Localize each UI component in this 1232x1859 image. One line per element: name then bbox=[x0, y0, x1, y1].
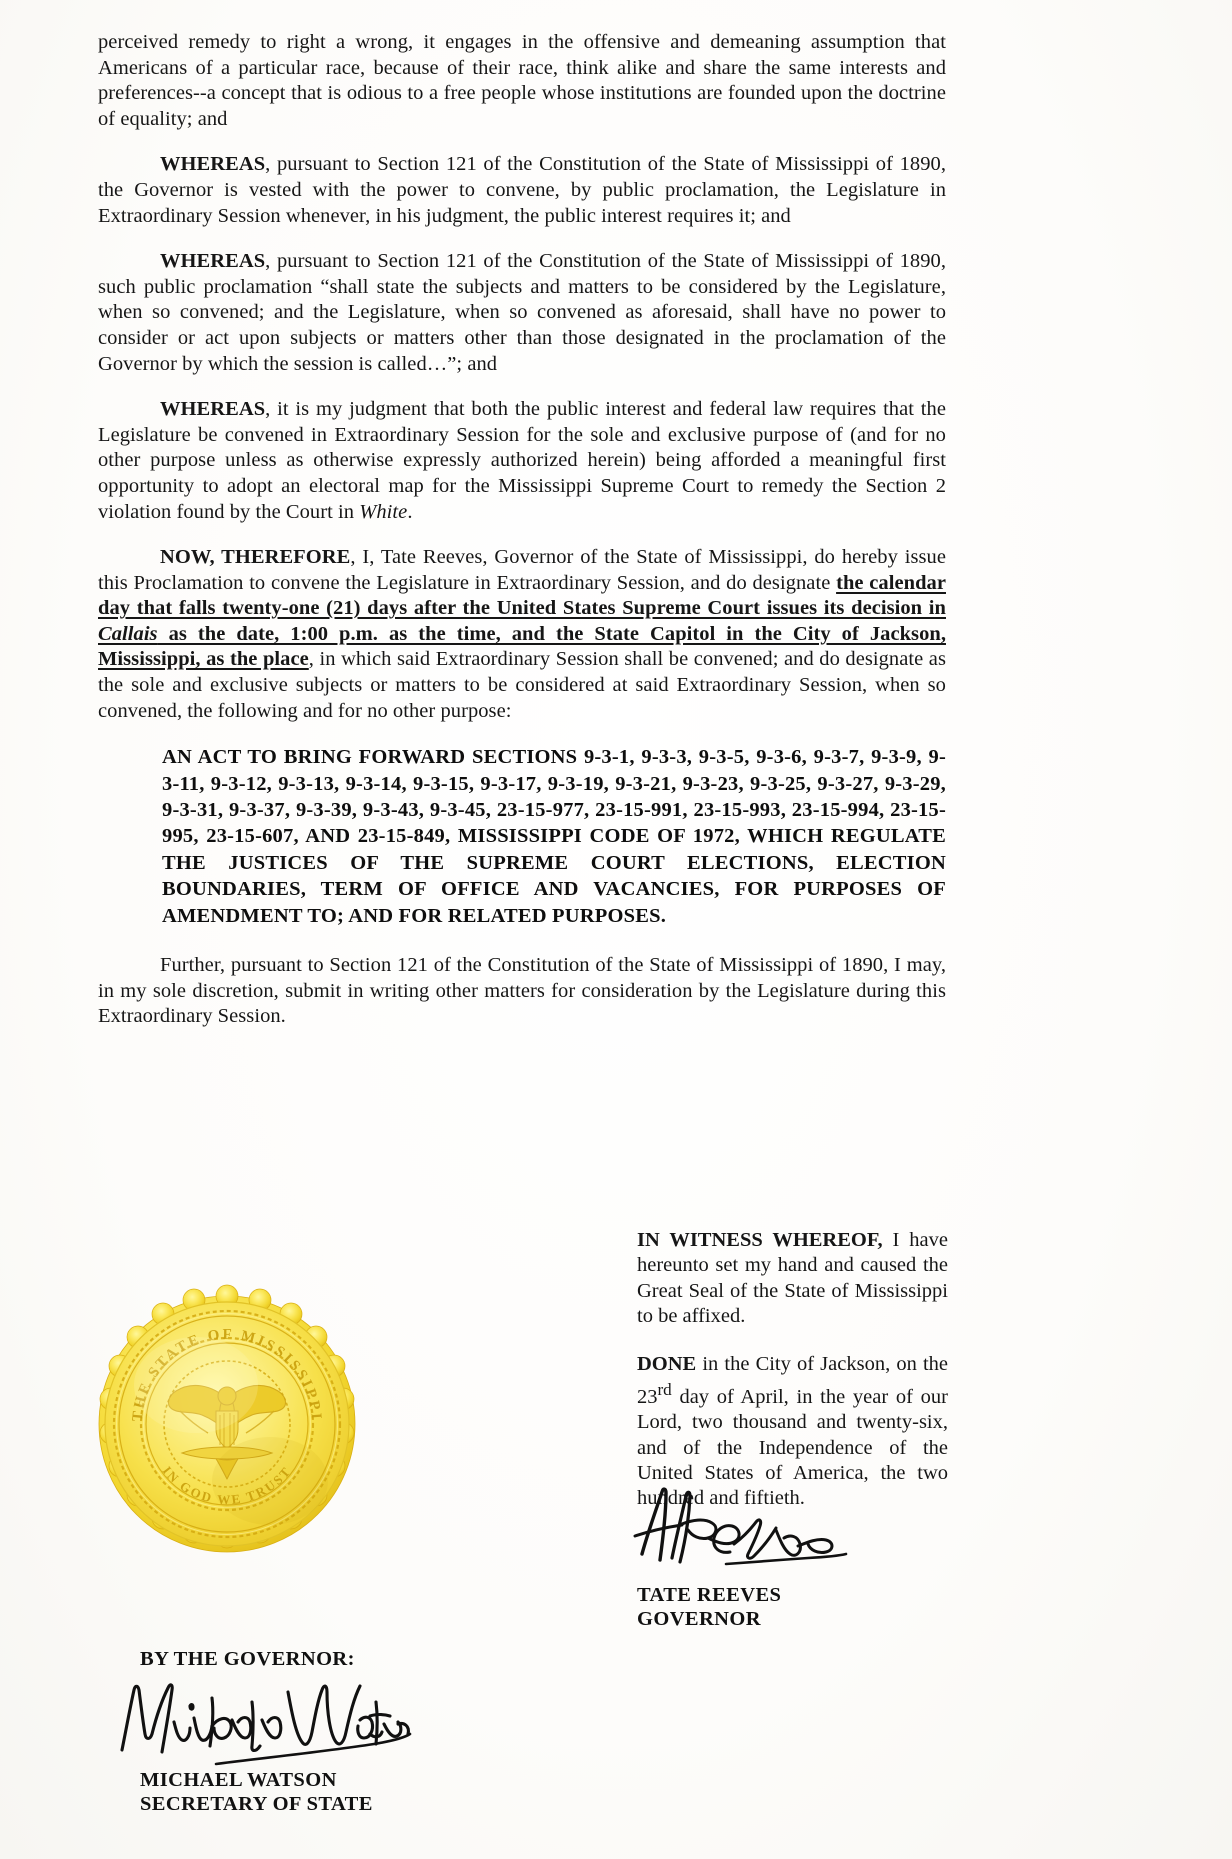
governor-title: GOVERNOR bbox=[637, 1608, 761, 1630]
whereas-label-2: WHEREAS bbox=[160, 250, 266, 273]
case-citation-white: White bbox=[359, 500, 408, 523]
done-text-b: day of April, in the year of our Lord, two thousand and twenty-six, and of the Independence of the United States of America, the two hundred and fiftieth. bbox=[637, 1385, 948, 1510]
document-body bbox=[98, 30, 946, 1050]
seal-motto: IN GOD WE TRUST bbox=[159, 1463, 295, 1508]
done-label: DONE bbox=[637, 1352, 697, 1375]
now-therefore-text-b: , in which said Extraordinary Session shall be convened; and do designate as the sole and exclusive subjects or matters to be considered at said Extraordinary Session, when so convened, the following and for no other purpose: bbox=[98, 648, 946, 722]
secretary-title: SECRETARY OF STATE bbox=[140, 1793, 373, 1815]
done-text-a: in the City of Jackson, on the 23 bbox=[637, 1352, 948, 1408]
secretary-name: MICHAEL WATSON bbox=[140, 1769, 337, 1791]
designation-underlined-part1: the calendar day that falls twenty-one (21) days after the United States Supreme Court issues its decision in bbox=[98, 571, 946, 620]
whereas-label-1: WHEREAS bbox=[160, 153, 266, 176]
whereas-text-3b: . bbox=[407, 500, 413, 523]
further-paragraph: Further, pursuant to Section 121 of the Constitution of the State of Mississippi of 1890, I may, in my sole discretion, submit in writing other matters for consideration by the Legislature during this Extraordinary Session. bbox=[98, 954, 946, 1028]
whereas-paragraph-2 bbox=[98, 249, 946, 377]
designation-underlined-part2: as the date, 1:00 p.m. as the time, and the State Capitol in the City of Jackson, Mississippi, as the place bbox=[98, 622, 946, 671]
secretary-signature-block bbox=[140, 1768, 373, 1816]
great-seal-of-mississippi bbox=[84, 1281, 370, 1567]
seal-outer-legend: THE STATE OF MISSISSIPPI bbox=[129, 1326, 325, 1423]
in-witness-whereof-text: I have hereunto set my hand and caused the Great Seal of the State of Mississippi to be affixed. bbox=[637, 1229, 948, 1328]
act-title-block: AN ACT TO BRING FORWARD SECTIONS 9-3-1, 9-3-3, 9-3-5, 9-3-6, 9-3-7, 9-3-9, 9-3-11, 9-3-12, 9-3-13, 9-3-14, 9-3-15, 9-3-17, 9-3-19, 9-3-21, 9-3-23, 9-3-25, 9-3-27, 9-3-29, 9-3-31, 9-3-37, 9-3-39, 9-3-43, 9-3-45, 23-15-977, 23-15-991, 23-15-993, 23-15-994, 23-15-995, 23-15-607, AND 23-15-849, MISSISSIPPI CODE OF 1972, WHICH REGULATE THE JUSTICES OF THE SUPREME COURT ELECTIONS, ELECTION BOUNDARIES, TERM OF OFFICE AND VACANCIES, FOR PURPOSES OF AMENDMENT TO; AND FOR RELATED PURPOSES. bbox=[162, 746, 946, 927]
in-witness-whereof-paragraph bbox=[637, 1228, 948, 1330]
now-therefore-text-a: , I, Tate Reeves, Governor of the State of Mississippi, do hereby issue this Proclamation to convene the Legislature in Extraordinary Session, and do designate bbox=[98, 546, 946, 594]
whereas-paragraph-1 bbox=[98, 152, 946, 229]
now-therefore-paragraph bbox=[98, 545, 946, 724]
governor-name: TATE REEVES bbox=[637, 1584, 782, 1606]
date-ordinal-suffix: rd bbox=[657, 1380, 672, 1400]
in-witness-whereof-label: IN WITNESS WHEREOF, bbox=[637, 1229, 883, 1251]
by-the-governor-label: BY THE GOVERNOR: bbox=[140, 1648, 355, 1670]
whereas-text-1: , pursuant to Section 121 of the Constitution of the State of Mississippi of 1890, the Governor is vested with the power to convene, by public proclamation, the Legislature in Extraordinary Session whenever, in his judgment, the public interest requires it; and bbox=[98, 153, 946, 227]
done-paragraph bbox=[637, 1352, 948, 1512]
whereas-text-3a: , it is my judgment that both the public interest and federal law requires that the Legislature be convened in Extraordinary Session for the sole and exclusive purpose of (and for no other purpose unless as otherwise expressly authorized herein) being afforded a meaningful first opportunity to adopt an electoral map for the Mississippi Supreme Court to remedy the Section 2 violation found by the Court in bbox=[98, 398, 946, 523]
whereas-text-2: , pursuant to Section 121 of the Constitution of the State of Mississippi of 1890, such public proclamation “shall state the subjects and matters to be considered by the Legislature, when so convened; and the Legislature, when so convened as aforesaid, shall have no power to consider or act upon subjects or matters other than those designated in the proclamation of the Governor by which the session is called…”; and bbox=[98, 250, 946, 375]
now-therefore-label: NOW, THEREFORE bbox=[160, 546, 351, 569]
case-citation-callais: Callais bbox=[98, 622, 158, 645]
witness-block bbox=[637, 1228, 948, 1534]
governor-signature-block bbox=[637, 1583, 781, 1631]
whereas-paragraph-3 bbox=[98, 397, 946, 525]
whereas-label-3: WHEREAS bbox=[160, 398, 266, 421]
paragraph-continued: perceived remedy to right a wrong, it engages in the offensive and demeaning assumption that Americans of a particular race, because of their race, think alike and share the same interests and preferences--a concept that is odious to a free people whose institutions are founded upon the doctrine of equality; and bbox=[98, 31, 946, 130]
